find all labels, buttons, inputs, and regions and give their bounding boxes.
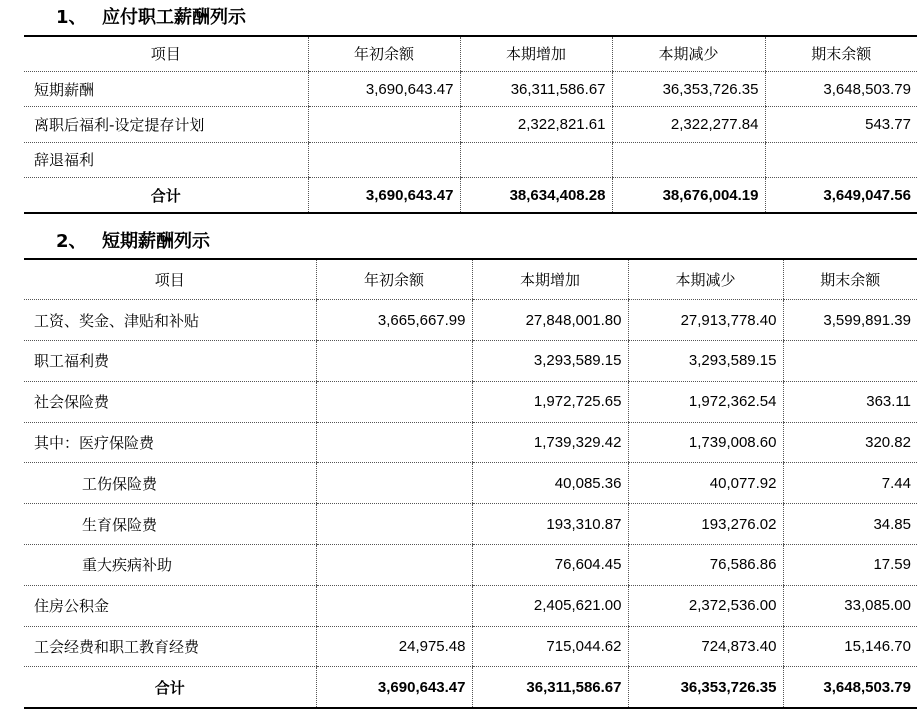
short-term-compensation-table — [24, 258, 917, 709]
row-closing: 33,085.00 — [783, 585, 917, 626]
row-closing — [783, 341, 917, 382]
table-row — [24, 341, 917, 382]
row-opening — [316, 545, 472, 586]
row-opening — [308, 107, 460, 142]
row-increase — [460, 142, 612, 177]
row-increase: 3,293,589.15 — [472, 341, 628, 382]
table-row — [24, 107, 917, 142]
row-label: 生育保险费 — [24, 504, 316, 545]
row-label: 离职后福利-设定提存计划 — [24, 107, 308, 142]
row-label: 其中：医疗保险费 — [24, 422, 316, 463]
header-closing: 期末余额 — [765, 36, 917, 71]
row-decrease: 724,873.40 — [628, 626, 783, 667]
table-row — [24, 463, 917, 504]
row-increase: 76,604.45 — [472, 545, 628, 586]
table-row — [24, 545, 917, 586]
row-closing — [765, 142, 917, 177]
total-label: 合计 — [154, 678, 185, 697]
row-increase: 193,310.87 — [472, 504, 628, 545]
total-increase: 36,311,586.67 — [472, 667, 628, 708]
row-opening: 24,975.48 — [316, 626, 472, 667]
total-opening: 3,690,643.47 — [308, 178, 460, 213]
row-decrease — [612, 142, 765, 177]
row-increase: 2,322,821.61 — [460, 107, 612, 142]
row-increase: 40,085.36 — [472, 463, 628, 504]
row-opening: 3,665,667.99 — [316, 300, 472, 341]
header-decrease: 本期减少 — [612, 36, 765, 71]
row-closing: 320.82 — [783, 422, 917, 463]
section2-title-text: 短期薪酬列示 — [102, 231, 210, 252]
row-decrease: 1,972,362.54 — [628, 381, 783, 422]
header-opening: 年初余额 — [308, 36, 460, 71]
table-total-row — [24, 667, 917, 708]
row-label: 短期薪酬 — [24, 71, 308, 106]
row-decrease: 3,293,589.15 — [628, 341, 783, 382]
row-closing: 3,599,891.39 — [783, 300, 917, 341]
row-increase: 715,044.62 — [472, 626, 628, 667]
table-row — [24, 71, 917, 106]
row-opening — [316, 381, 472, 422]
row-decrease: 27,913,778.40 — [628, 300, 783, 341]
row-increase: 1,739,329.42 — [472, 422, 628, 463]
row-decrease: 76,586.86 — [628, 545, 783, 586]
total-decrease: 36,353,726.35 — [628, 667, 783, 708]
row-opening — [316, 341, 472, 382]
header-decrease: 本期减少 — [628, 259, 783, 300]
table-row — [24, 585, 917, 626]
row-increase: 36,311,586.67 — [460, 71, 612, 106]
total-closing: 3,649,047.56 — [765, 178, 917, 213]
row-closing: 543.77 — [765, 107, 917, 142]
table-row — [24, 422, 917, 463]
row-label: 社会保险费 — [24, 381, 316, 422]
row-decrease: 40,077.92 — [628, 463, 783, 504]
section2-title — [56, 233, 210, 251]
row-label: 住房公积金 — [24, 585, 316, 626]
table-row — [24, 504, 917, 545]
table-row — [24, 300, 917, 341]
row-opening — [316, 504, 472, 545]
section1-title — [56, 9, 246, 27]
table-header-row — [24, 36, 917, 71]
row-opening: 3,690,643.47 — [308, 71, 460, 106]
table-row — [24, 381, 917, 422]
header-item: 项目 — [24, 259, 316, 300]
row-label: 职工福利费 — [24, 341, 316, 382]
row-decrease: 1,739,008.60 — [628, 422, 783, 463]
row-closing: 7.44 — [783, 463, 917, 504]
total-opening: 3,690,643.47 — [316, 667, 472, 708]
table-total-row — [24, 178, 917, 213]
total-closing: 3,648,503.79 — [783, 667, 917, 708]
header-opening: 年初余额 — [316, 259, 472, 300]
row-decrease: 2,322,277.84 — [612, 107, 765, 142]
row-opening — [316, 585, 472, 626]
row-opening — [308, 142, 460, 177]
row-label: 工会经费和职工教育经费 — [24, 626, 316, 667]
section1-title-text: 应付职工薪酬列示 — [102, 7, 246, 28]
row-decrease: 2,372,536.00 — [628, 585, 783, 626]
row-decrease: 36,353,726.35 — [612, 71, 765, 106]
row-increase: 1,972,725.65 — [472, 381, 628, 422]
table-row — [24, 142, 917, 177]
row-closing: 3,648,503.79 — [765, 71, 917, 106]
header-item: 项目 — [24, 36, 308, 71]
row-opening — [316, 463, 472, 504]
row-closing: 34.85 — [783, 504, 917, 545]
row-increase: 2,405,621.00 — [472, 585, 628, 626]
header-increase: 本期增加 — [472, 259, 628, 300]
row-label: 工资、奖金、津贴和补贴 — [24, 300, 316, 341]
row-closing: 363.11 — [783, 381, 917, 422]
total-decrease: 38,676,004.19 — [612, 178, 765, 213]
row-label: 重大疾病补助 — [24, 545, 316, 586]
row-opening — [316, 422, 472, 463]
section1-number: 1、 — [56, 7, 87, 28]
table-header-row — [24, 259, 917, 300]
header-increase: 本期增加 — [460, 36, 612, 71]
payable-employee-compensation-table — [24, 35, 917, 214]
row-increase: 27,848,001.80 — [472, 300, 628, 341]
header-closing: 期末余额 — [783, 259, 917, 300]
total-increase: 38,634,408.28 — [460, 178, 612, 213]
row-closing: 17.59 — [783, 545, 917, 586]
row-label: 辞退福利 — [24, 142, 308, 177]
row-label: 工伤保险费 — [24, 463, 316, 504]
total-label: 合计 — [150, 186, 181, 205]
row-closing: 15,146.70 — [783, 626, 917, 667]
table-row — [24, 626, 917, 667]
row-decrease: 193,276.02 — [628, 504, 783, 545]
section2-number: 2、 — [56, 231, 87, 252]
